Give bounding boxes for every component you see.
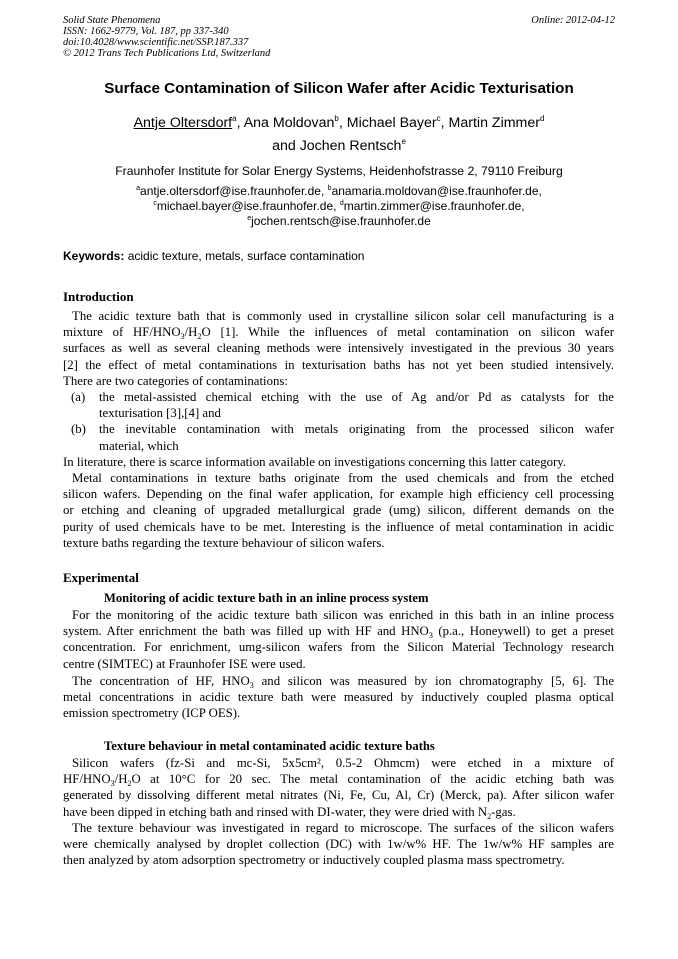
contamination-list	[63, 389, 614, 454]
author-zimmer: Martin Zimmer	[448, 115, 540, 131]
copyright-line: © 2012 Trans Tech Publications Ltd, Switzerland	[63, 48, 271, 59]
list-item-b	[63, 421, 614, 453]
author-sup: c	[436, 114, 441, 123]
keywords	[63, 249, 364, 263]
text-line: then analyzed by atom adsorption spectrometry or inductively coupled plasma mass spectrometry.	[63, 853, 565, 868]
email-block	[0, 184, 678, 229]
journal-name: Solid State Phenomena	[63, 15, 161, 26]
list-marker: (a)	[71, 390, 86, 404]
affiliation: Fraunhofer Institute for Solar Energy Systems, Heidenhofstrasse 2, 79110 Freiburg	[115, 164, 563, 178]
experimental-paragraph-4	[63, 820, 614, 869]
text-line: purity of used chemicals have to be met. Interesting is the influence of metal contamination in acidic	[63, 519, 614, 534]
email-d[interactable]: martin.zimmer@ise.fraunhofer.de,	[343, 199, 525, 213]
author-line-1: Antje Oltersdorf$^a$, Ana Moldovan$^b$, Michael Bayer$^c$, Martin Zimmer$^d$	[133, 114, 545, 131]
doi-line[interactable]: doi:10.4028/www.scientific.net/SSP.187.337	[63, 37, 249, 48]
email-sup: c	[153, 200, 157, 207]
text-line: the inevitable contamination with metals originating from the processed silicon wafer	[99, 422, 614, 437]
experimental-paragraph-1	[63, 607, 614, 672]
list-item-a	[63, 389, 614, 421]
text-line: material, which	[99, 438, 179, 453]
text-line: mixture of $HF/HNO_3/H_2O$ [1]. While the influences of metal contamination on silicon wafer	[63, 325, 614, 342]
text-line: In literature, there is scarce information available on investigations concerning this latter category.	[63, 455, 567, 469]
author-sup: d	[539, 114, 545, 123]
text-line: Metal contaminations in texture baths originate from the used chemicals and from the etched	[72, 471, 614, 485]
text-line: For the monitoring of the acidic texture bath silicon was enriched in this bath in an inline process	[72, 608, 614, 622]
author-line-2	[0, 135, 678, 157]
email-a[interactable]: antje.oltersdorf@ise.fraunhofer.de,	[140, 184, 325, 198]
text-line: There are two categories of contaminations:	[63, 373, 288, 388]
subheading-monitoring: Monitoring of acidic texture bath in an inline process system	[104, 591, 429, 605]
text-line: system. After enrichment the bath was filled up with HF and $HNO_3$ (p.a., Honeywell) to get a preset	[63, 624, 614, 641]
email-c[interactable]: michael.bayer@ise.fraunhofer.de,	[156, 199, 337, 213]
text-line: texture baths regarding the texture behaviour of silicon wafers.	[63, 535, 385, 550]
text-line: The acidic texture bath that is commonly used in crystalline silicon solar cell manufacturing is a	[72, 309, 614, 323]
email-e[interactable]: jochen.rentsch@ise.fraunhofer.de	[251, 214, 431, 228]
list-marker: (b)	[71, 422, 86, 437]
intro-paragraph-3	[63, 470, 614, 551]
journal-header	[63, 15, 270, 59]
text-line: $HF/HNO_3/H_2O$ at 10°C for 20 sec. The metal contamination of the acidic etching bath was	[63, 772, 614, 789]
text-line: concentration. For enrichment, umg-silicon wafers from the Silicon Material Technology research	[63, 640, 614, 655]
text-line: were chemically analysed by droplet collection (DC) with 1w/w% HF. The 1w/w% HF samples are	[63, 837, 614, 852]
text-line: Silicon wafers (fz-Si and mc-Si, 5x5cm², 0.5-2 Ohmcm) were etched in a mixture of	[72, 756, 614, 770]
intro-paragraph-1	[63, 308, 614, 389]
text-line: the metal-assisted chemical etching with the use of Ag and/or Pd as catalysts for the	[99, 390, 614, 404]
experimental-heading: Experimental	[63, 570, 139, 585]
email-sup: e	[247, 215, 252, 222]
text-line: texturisation [3],[4] and	[99, 406, 221, 421]
author-sup: a	[232, 114, 237, 123]
text-line: have been dipped in etching bath and rinsed with DI-water, they were dried with $N_2$-gas.	[63, 804, 516, 821]
text-line: [2] the effect of metal contaminations in texturisation baths has not yet been studied intensively.	[63, 357, 614, 372]
text-line: centre (SIMTEC) at Fraunhofer ISE were used.	[63, 656, 306, 671]
email-sup: a	[136, 185, 141, 192]
email-b[interactable]: anamaria.moldovan@ise.fraunhofer.de,	[331, 184, 542, 198]
author-moldovan: Ana Moldovan	[243, 115, 335, 131]
author-rentsch: Jochen Rentsch	[299, 138, 402, 154]
paper-title: Surface Contamination of Silicon Wafer after Acidic Texturisation	[104, 80, 574, 97]
text-line: silicon wafers. Depending on the final wafer application, for example high efficiency cell processing	[63, 487, 614, 502]
online-date: Online: 2012-04-12	[531, 15, 615, 26]
text-line: generated by dissolving different metal nitrates (Ni, Fe, Cu, Al, Cr) (Merck, pa). After silicon wafer	[63, 788, 614, 803]
text-line: surfaces as well as several cleaning methods were intensively investigated in the previous 30 years	[63, 341, 614, 356]
author-sup: b	[334, 114, 339, 123]
text-line: metal concentrations in acidic texture bath were measured by inductively coupled plasma optical	[63, 690, 614, 705]
author-bayer: Michael Bayer	[346, 115, 437, 131]
email-sup: b	[327, 185, 332, 192]
email-sup: d	[339, 200, 344, 207]
text-line: emission spectrometry (ICP OES).	[63, 706, 241, 721]
author-oltersdorf: Antje Oltersdorf	[133, 115, 233, 131]
text-line: The concentration of HF, $HNO_3$ and silicon was measured by ion chromatography [5, 6]. The	[72, 674, 615, 690]
text-line: or etching and cleaning of upgraded metallurgical grade (umg) silicon, different demands on the	[63, 503, 614, 518]
experimental-paragraph-2	[63, 673, 614, 722]
author-sup: e	[401, 137, 406, 146]
issn-line: ISSN: 1662-9779, Vol. 187, pp 337-340	[63, 26, 229, 37]
intro-paragraph-2	[63, 454, 614, 470]
keywords-text: acidic texture, metals, surface contamination	[127, 249, 365, 263]
text-line: The texture behaviour was investigated in regard to microscope. The surfaces of the silicon wafers	[72, 821, 614, 835]
introduction-heading: Introduction	[63, 289, 134, 304]
subheading-texture-behaviour: Texture behaviour in metal contaminated acidic texture baths	[104, 739, 435, 753]
keywords-label: Keywords:	[63, 249, 125, 263]
experimental-paragraph-3	[63, 755, 614, 820]
author-and: and	[272, 138, 296, 154]
